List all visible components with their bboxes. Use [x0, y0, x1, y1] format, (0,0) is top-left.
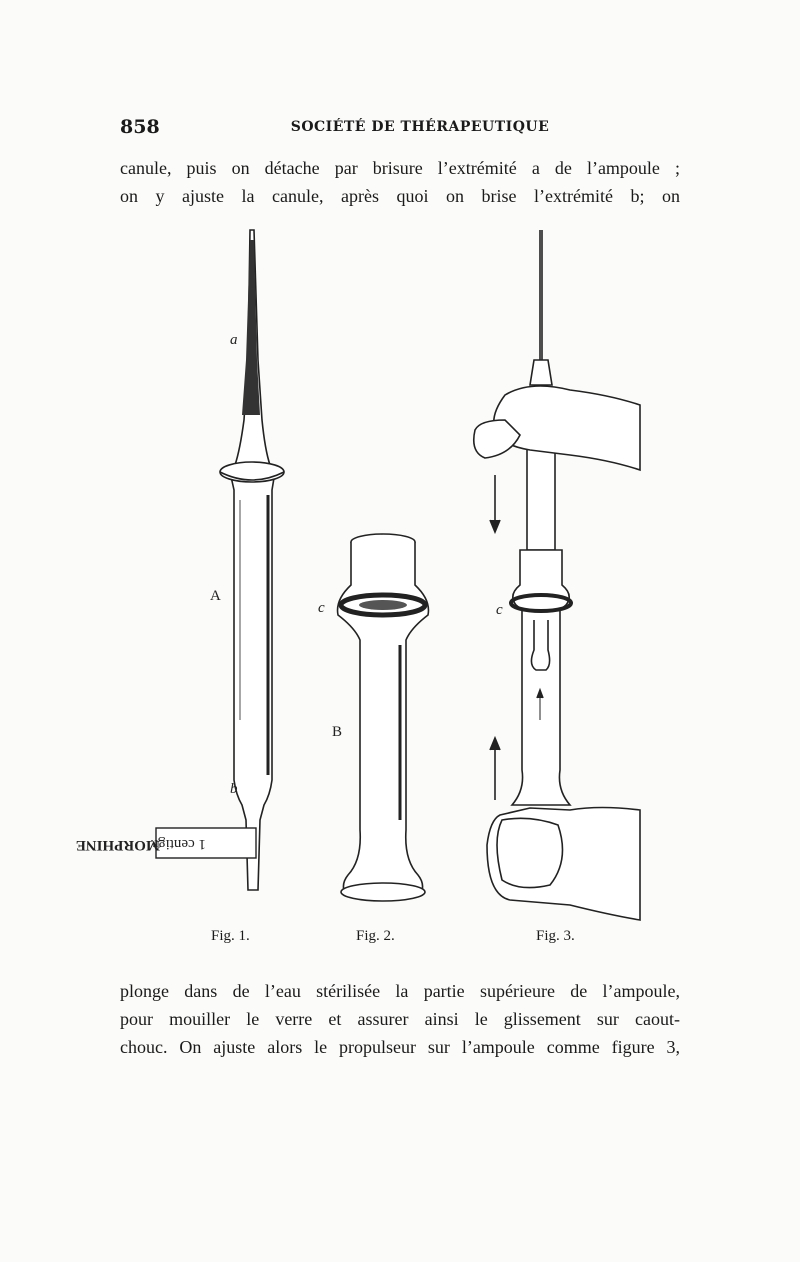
running-head: SOCIÉTÉ DE THÉRAPEUTIQUE [290, 119, 550, 135]
fig1-ampoule-drawing [156, 230, 284, 890]
fig3-assembled-drawing [474, 230, 640, 920]
label-c-fig2: c [318, 600, 325, 616]
label-B: B [332, 724, 343, 740]
text-line: chouc. On ajuste alors le propulseur sur l’ampoule comme figure 3, [120, 1037, 680, 1057]
text-line: canule, puis on détache par brisure l’extrémité a de l’ampoule ; [120, 158, 680, 178]
text-line: on y ajuste la canule, après quoi on brise l’extrémité b; on [120, 186, 680, 206]
caption-fig3: Fig. 3. [536, 928, 575, 944]
text-line: plonge dans de l’eau stérilisée la partie supérieure de l’ampoule, [120, 981, 680, 1001]
fig2-barrel-drawing [338, 534, 429, 901]
syringe-figure [75, 220, 670, 920]
label-a: a [230, 332, 238, 348]
label-b: b [230, 781, 238, 797]
label-c-fig3: c [496, 602, 503, 618]
ampoule-label-title: MORPHINE [75, 837, 160, 853]
label-A: A [210, 588, 221, 604]
ampoule-label-text: 1 centigr. [150, 836, 206, 852]
caption-fig1: Fig. 1. [211, 928, 250, 944]
paragraph-bottom [120, 977, 680, 1061]
page-header [120, 116, 680, 140]
text-line: pour mouiller le verre et assurer ainsi le glissement sur caout- [120, 1009, 680, 1029]
page-number: 858 [120, 116, 160, 138]
paragraph-top [120, 154, 680, 210]
caption-fig2: Fig. 2. [356, 928, 395, 944]
